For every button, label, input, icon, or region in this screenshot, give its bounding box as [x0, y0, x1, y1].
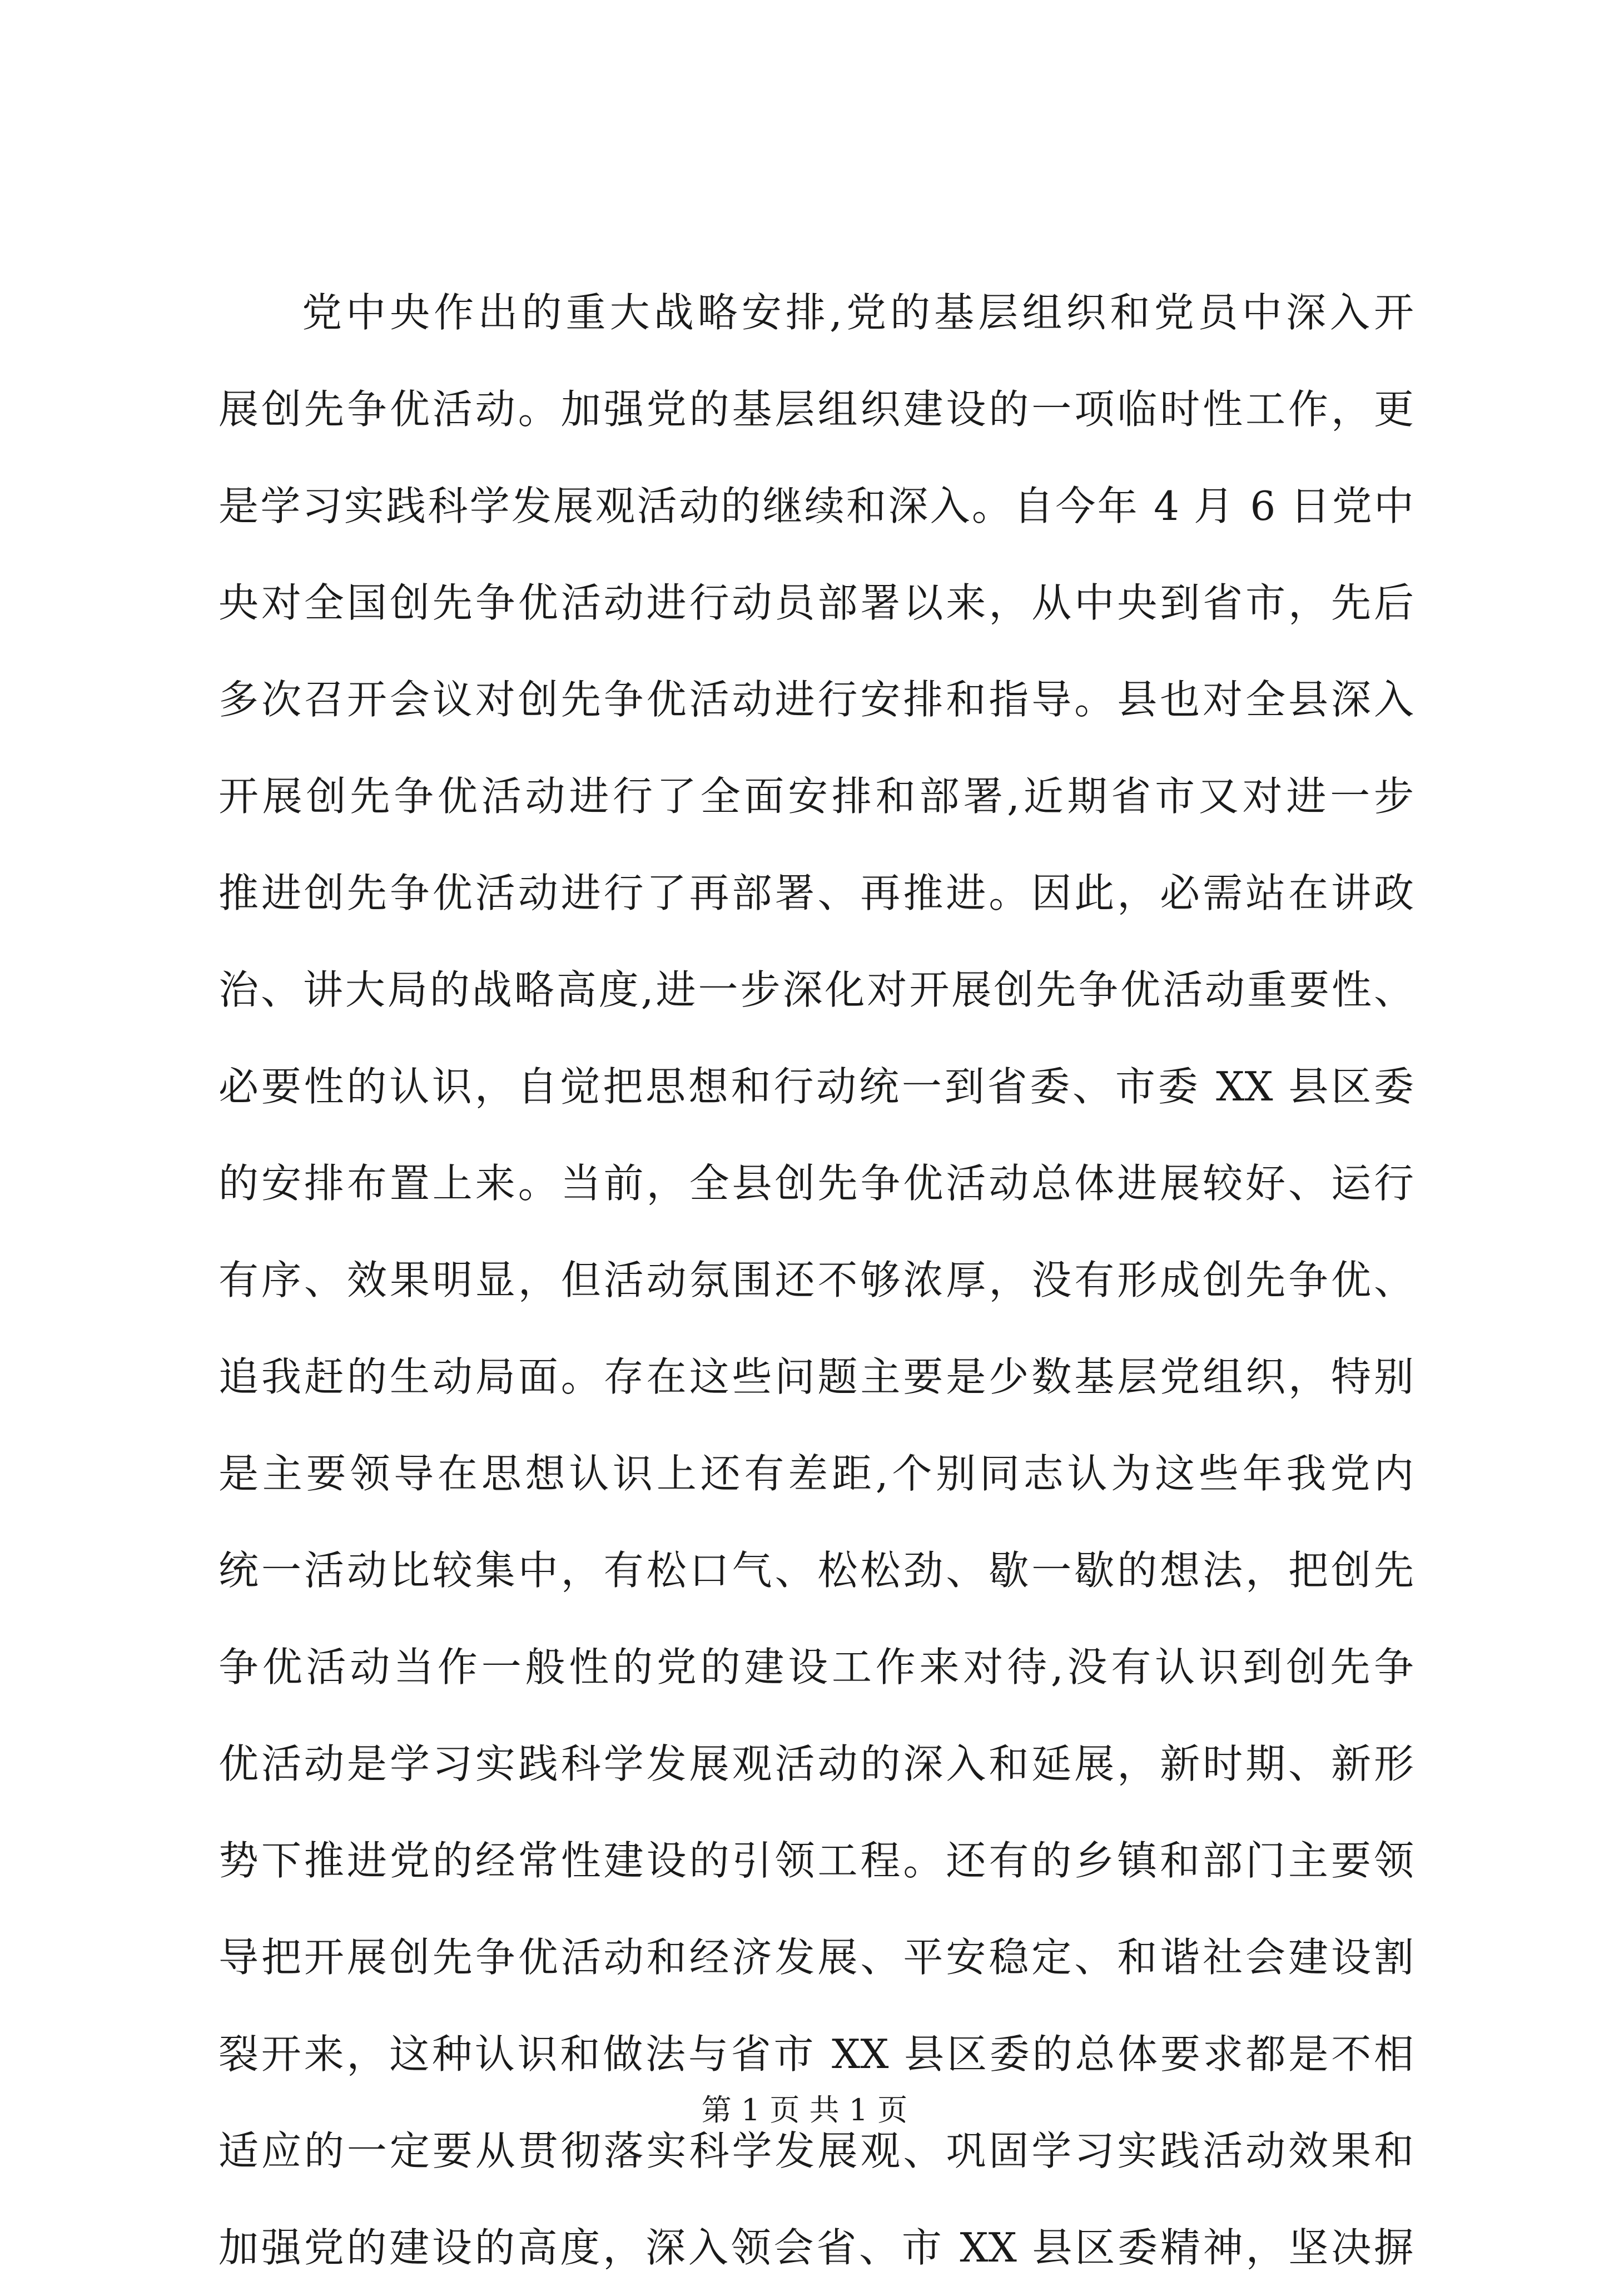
- text-line: 适应的一定要从贯彻落实科学发展观、巩固学习实践活动效果和: [218, 2128, 1414, 2174]
- text-line: 是主要领导在思想认识上还有差距,个别同志认为这些年我党内: [218, 1450, 1414, 1497]
- page-number-footer: 第 1 页 共 1 页: [701, 2092, 908, 2128]
- text-line: 党中央作出的重大战略安排,党的基层组织和党员中深入开: [302, 289, 1414, 336]
- text-line: 推进创先争优活动进行了再部署、再推进。因此，必需站在讲政: [218, 870, 1414, 916]
- body-paragraph: [218, 264, 1414, 2296]
- text-line: 优活动是学习实践科学发展观活动的深入和延展，新时期、新形: [218, 1740, 1414, 1787]
- text-line: 势下推进党的经常性建设的引领工程。还有的乡镇和部门主要领: [218, 1837, 1414, 1884]
- text-line: 追我赶的生动局面。存在这些问题主要是少数基层党组织，特别: [218, 1353, 1414, 1400]
- text-line: 裂开来，这种认识和做法与省市 XX 县区委的总体要求都是不相: [218, 2031, 1414, 2077]
- text-line: 必要性的认识，自觉把思想和行动统一到省委、市委 XX 县区委: [218, 1063, 1414, 1110]
- text-line: 多次召开会议对创先争优活动进行安排和指导。县也对全县深入: [218, 676, 1414, 723]
- text-line: 开展创先争优活动进行了全面安排和部署,近期省市又对进一步: [218, 773, 1414, 820]
- text-line: 治、讲大局的战略高度,进一步深化对开展创先争优活动重要性、: [218, 966, 1414, 1013]
- text-line: 的安排布置上来。当前，全县创先争优活动总体进展较好、运行: [218, 1160, 1414, 1207]
- text-line: 争优活动当作一般性的党的建设工作来对待,没有认识到创先争: [218, 1644, 1414, 1690]
- text-line: 加强党的建设的高度，深入领会省、市 XX 县区委精神，坚决摒: [218, 2224, 1414, 2271]
- text-line: 导把开展创先争优活动和经济发展、平安稳定、和谐社会建设割: [218, 1934, 1414, 1981]
- text-line: 统一活动比较集中，有松口气、松松劲、歇一歇的想法，把创先: [218, 1547, 1414, 1594]
- text-line: 有序、效果明显，但活动氛围还不够浓厚，没有形成创先争优、: [218, 1257, 1414, 1303]
- text-line: 展创先争优活动。加强党的基层组织建设的一项临时性工作，更: [218, 386, 1414, 433]
- text-line: 央对全国创先争优活动进行动员部署以来，从中央到省市，先后: [218, 579, 1414, 626]
- text-line: 是学习实践科学发展观活动的继续和深入。自今年 4 月 6 日党中: [218, 483, 1414, 529]
